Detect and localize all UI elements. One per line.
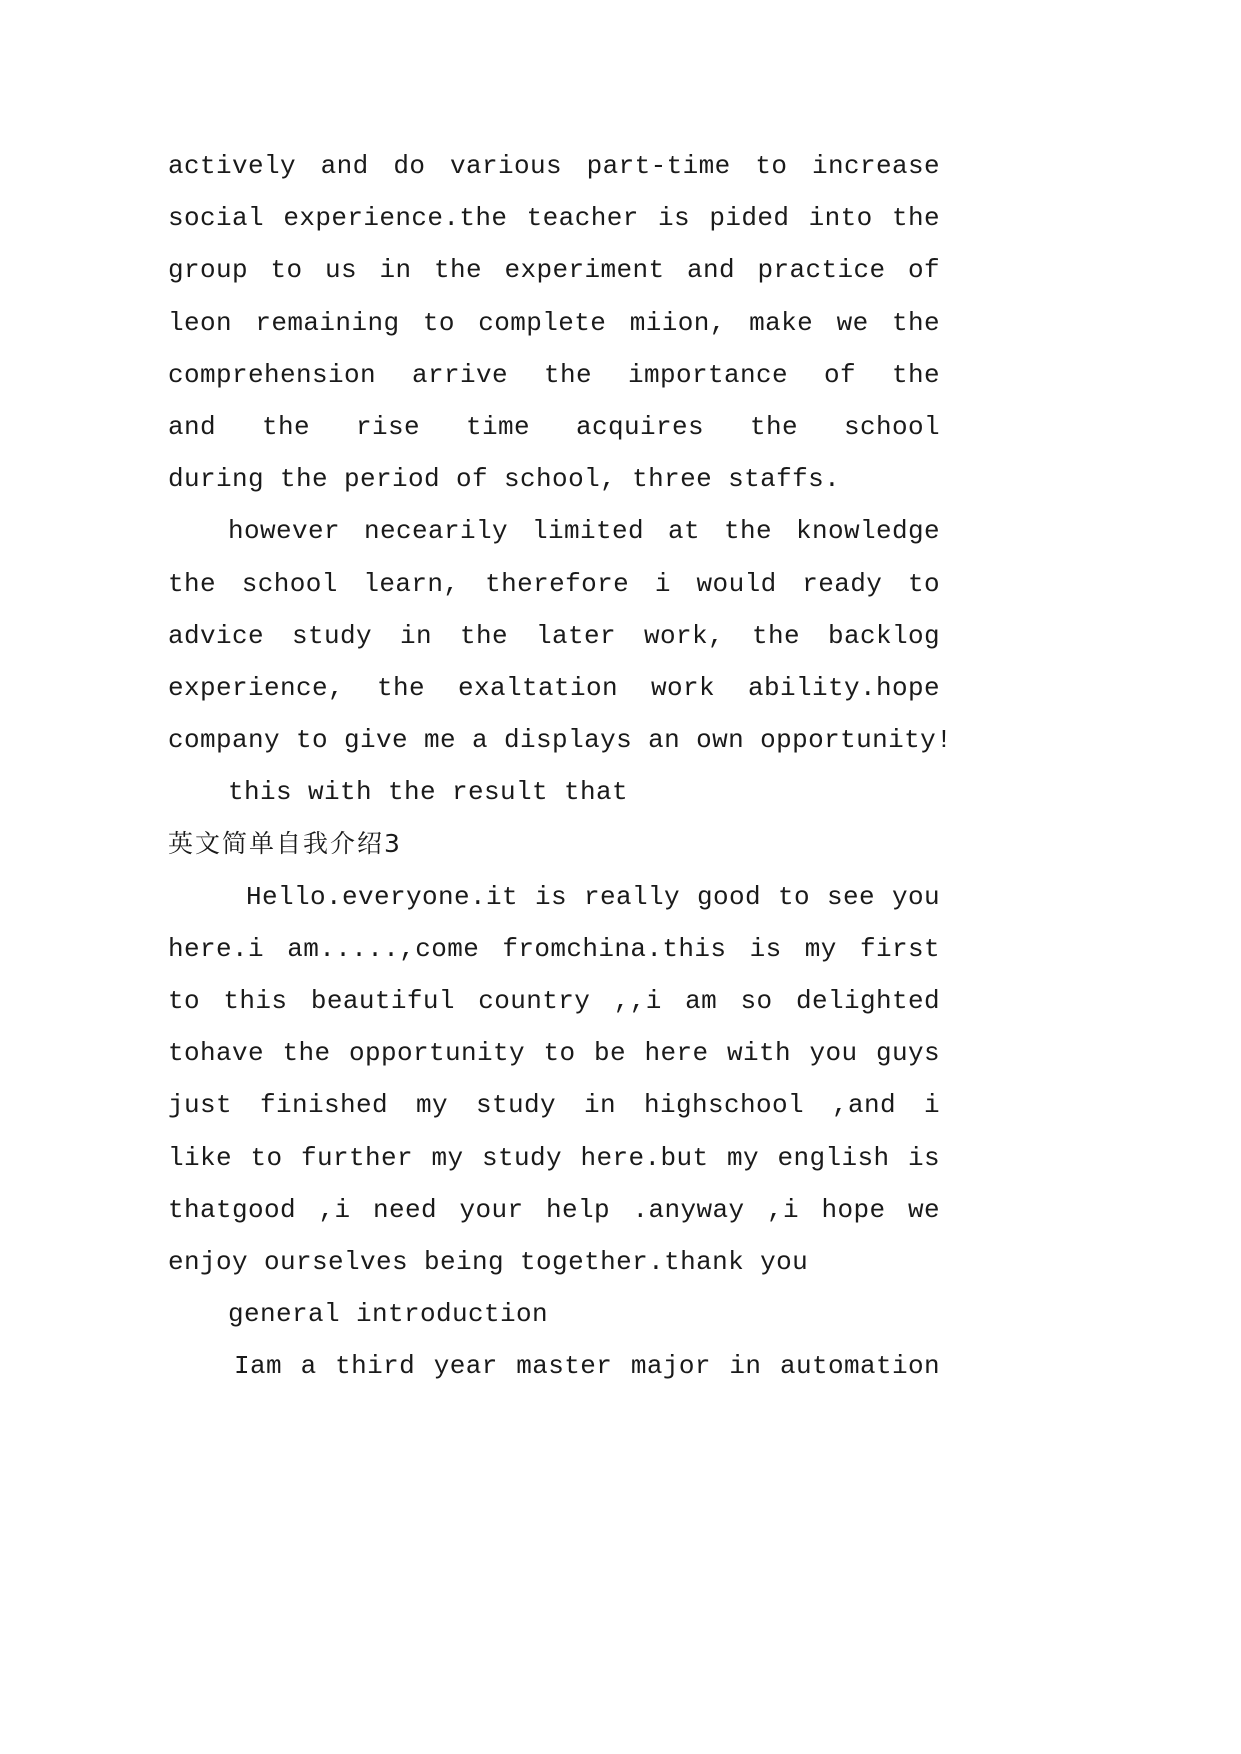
- text-line: group to us in the experiment and practice of: [168, 255, 940, 286]
- text-line: thatgood ,i need your help .anyway ,i hope we: [168, 1194, 940, 1225]
- text-line: enjoy ourselves being together.thank you: [168, 1246, 809, 1277]
- paragraph-result: [168, 766, 940, 818]
- section-heading: 英文简单自我介绍3: [168, 829, 402, 859]
- text-line: experience, the exaltation work ability.hope: [168, 672, 940, 703]
- text-line: advice study in the later work, the backlog: [168, 620, 940, 651]
- paragraph-master-major: [168, 1340, 940, 1392]
- document-page: [168, 140, 953, 1393]
- text-line: Hello.everyone.it is really good to see you: [246, 881, 940, 912]
- paragraph-part-time-experience: [168, 140, 940, 505]
- text-line: just finished my study in highschool ,and i: [168, 1090, 940, 1121]
- text-line: like to further my study here.but my english is: [168, 1142, 940, 1173]
- text-line: leon remaining to complete miion, make we the: [168, 307, 940, 338]
- text-line: this with the result that: [228, 777, 629, 808]
- text-line: company to give me a displays an own opportunity!: [168, 725, 953, 756]
- text-line: comprehension arrive the importance of the: [168, 359, 940, 390]
- text-line: to this beautiful country ,,i am so delighted: [168, 986, 940, 1016]
- text-line: social experience.the teacher is pided into the: [168, 203, 940, 234]
- text-line: during the period of school, three staffs.: [168, 464, 841, 495]
- text-line: here.i am.....,come fromchina.this is my first: [168, 933, 940, 964]
- text-line: however necearily limited at the knowledge: [228, 516, 940, 547]
- text-line: general introduction: [228, 1299, 549, 1330]
- text-line: actively and do various part-time to increase: [168, 151, 940, 181]
- paragraph-hello-everyone: [168, 871, 940, 1289]
- text-line: the school learn, therefore i would ready to: [168, 568, 940, 599]
- text-line: Iam a third year master major in automation: [234, 1351, 940, 1382]
- paragraph-knowledge-limited: [168, 505, 953, 766]
- text-line: and the rise time acquires the school: [168, 411, 940, 442]
- text-line: tohave the opportunity to be here with you guys: [168, 1038, 940, 1069]
- paragraph-general-introduction: [168, 1288, 940, 1340]
